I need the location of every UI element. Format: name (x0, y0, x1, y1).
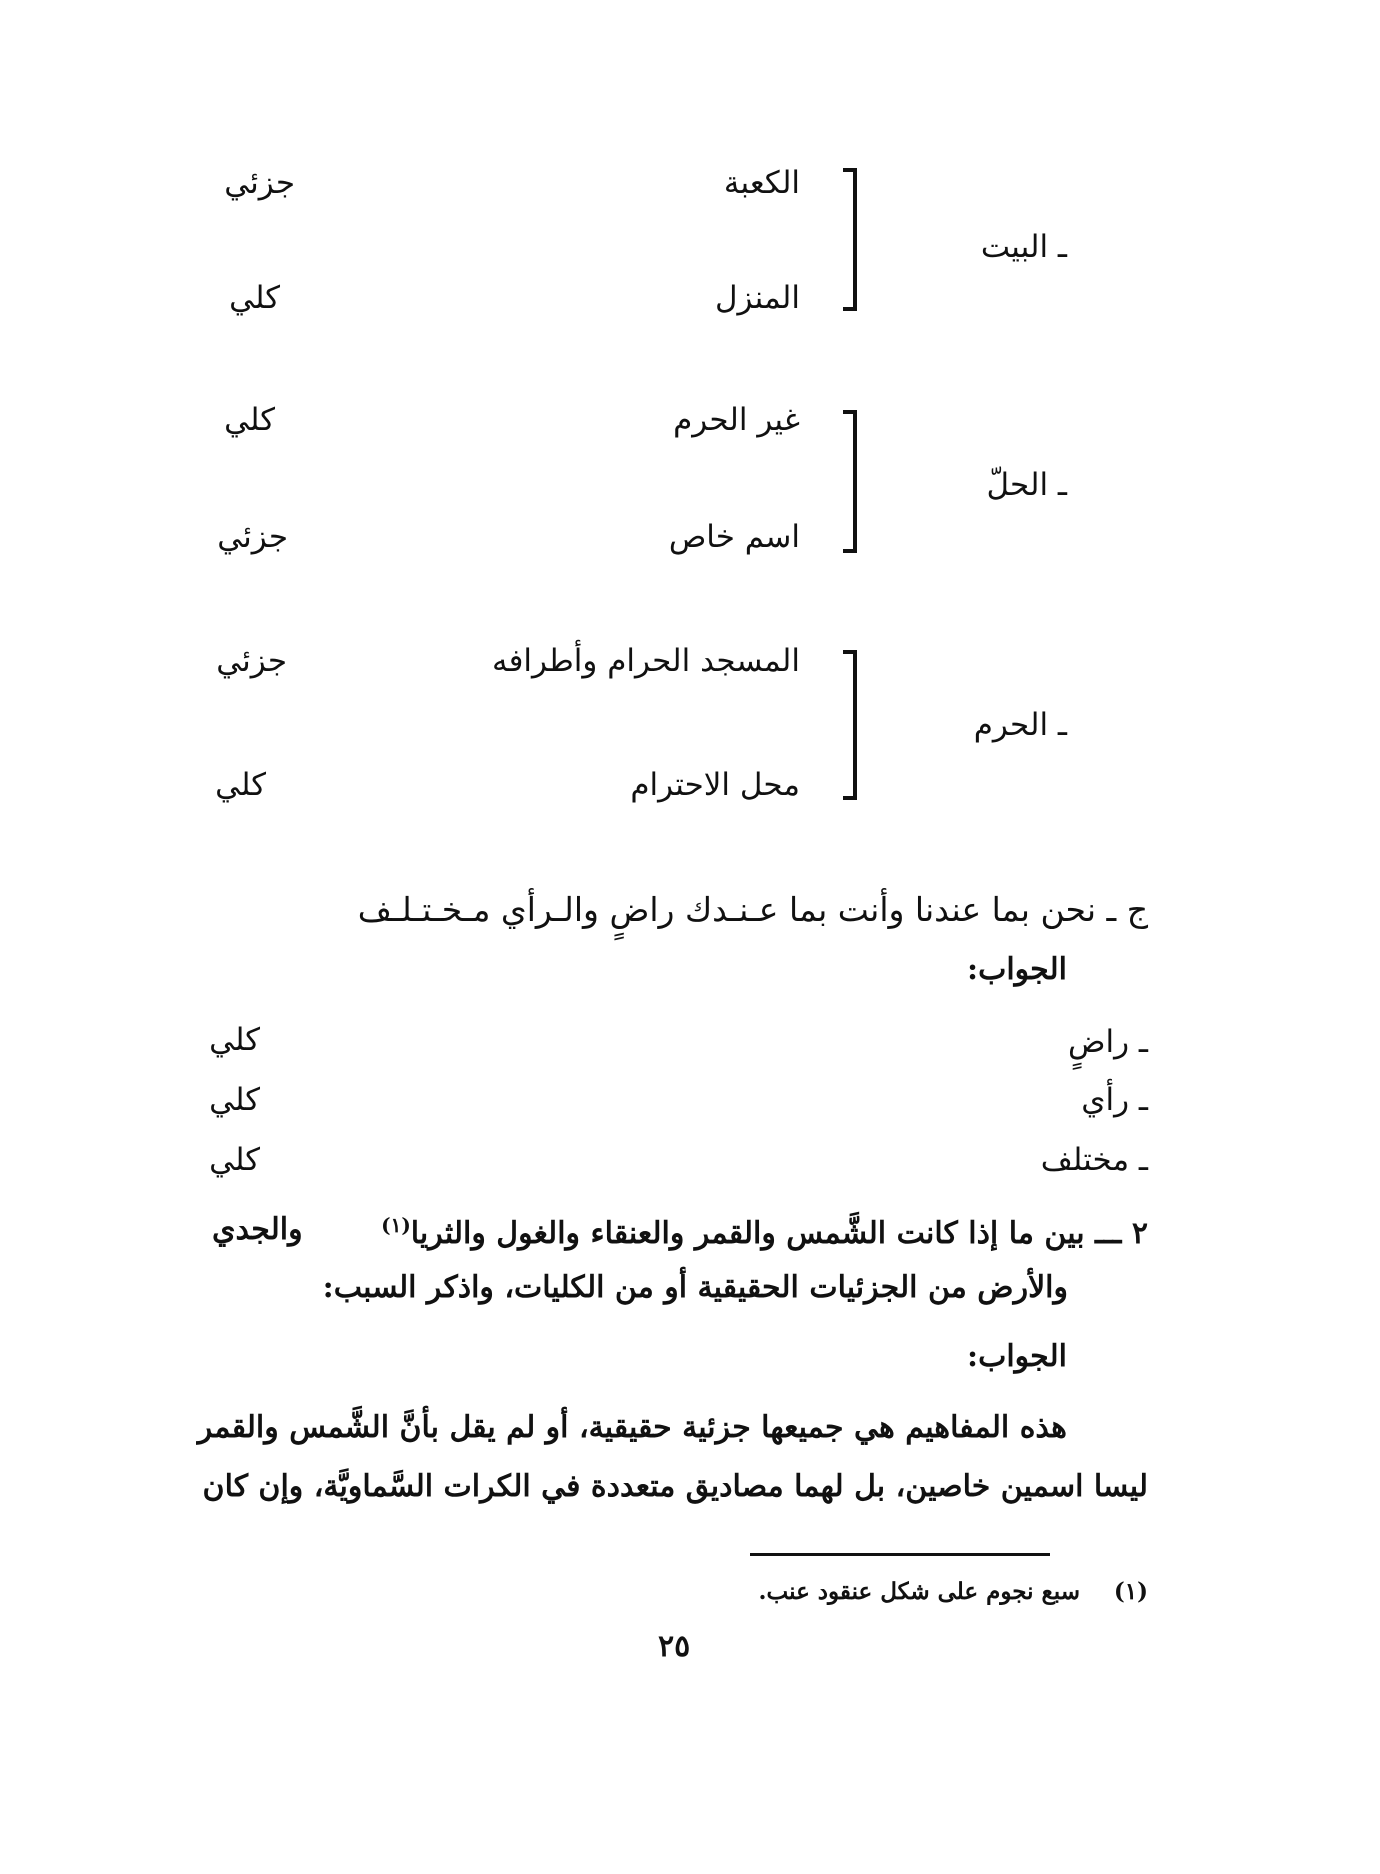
group-1-item-1: الكعبة (723, 165, 800, 201)
answer-term-1: ـ راضٍ (1068, 1024, 1148, 1060)
footnote-text: سبع نجوم على شكل عنقود عنب. (758, 1578, 1080, 1605)
footnote-number: (١) (1113, 1578, 1148, 1605)
group-1-item-2: المنزل (715, 280, 800, 316)
group-2-class-2: جزئي (217, 519, 288, 555)
answer-paragraph-line-1: هذه المفاهيم هي جميعها جزئية حقيقية، أو لم يقل بأنَّ الشَّمس والقمر (197, 1410, 1067, 1445)
group-3-class-2: كلي (215, 767, 266, 803)
footnote-ref: (١) (381, 1213, 411, 1237)
group-1-class-1: جزئي (224, 165, 295, 201)
answer-term-3: ـ مختلف (1040, 1142, 1148, 1178)
group-3-item-1: المسجد الحرام وأطرافه (491, 643, 800, 679)
group-3-item-2: محل الاحترام (630, 767, 800, 803)
footnote-divider (750, 1553, 1050, 1556)
group-1-bracket (843, 168, 857, 311)
question-2-line-1 (381, 1215, 1148, 1249)
group-2-term: ـ الحلّ (986, 467, 1067, 503)
group-3-class-1: جزئي (216, 643, 287, 679)
group-2-bracket (843, 410, 857, 553)
group-3-term: ـ الحرم (973, 707, 1067, 743)
answer-label-1: الجواب: (967, 952, 1067, 987)
page-number: ٢٥ (658, 1629, 691, 1664)
verse-line: ج ـ نحن بما عندنا وأنت بما عـنـدك راضٍ والـرأي مـخـتـلـف (357, 890, 1148, 929)
question-2-text: ٢ ـــ بين ما إذا كانت الشَّمس والقمر والعنقاء والغول والثريا (410, 1216, 1148, 1251)
answer-label-2: الجواب: (967, 1339, 1067, 1374)
group-3-bracket (843, 650, 857, 800)
question-2-line-1-end: والجدي (212, 1212, 303, 1247)
group-1-class-2: كلي (229, 280, 280, 316)
answer-class-2: كلي (209, 1082, 260, 1118)
group-1-term: ـ البيت (980, 229, 1067, 265)
answer-term-2: ـ رأي (1081, 1082, 1148, 1118)
group-2-class-1: كلي (224, 402, 275, 438)
group-2-item-1: غير الحرم (673, 402, 800, 438)
answer-class-1: كلي (209, 1022, 260, 1058)
question-2-line-2: والأرض من الجزئيات الحقيقية أو من الكليات، واذكر السبب: (322, 1270, 1068, 1305)
answer-class-3: كلي (209, 1142, 260, 1178)
group-2-item-2: اسم خاص (668, 519, 800, 555)
answer-paragraph-line-2: ليسا اسمين خاصين، بل لهما مصاديق متعددة في الكرات السَّماويَّة، وإن كان (202, 1469, 1148, 1504)
